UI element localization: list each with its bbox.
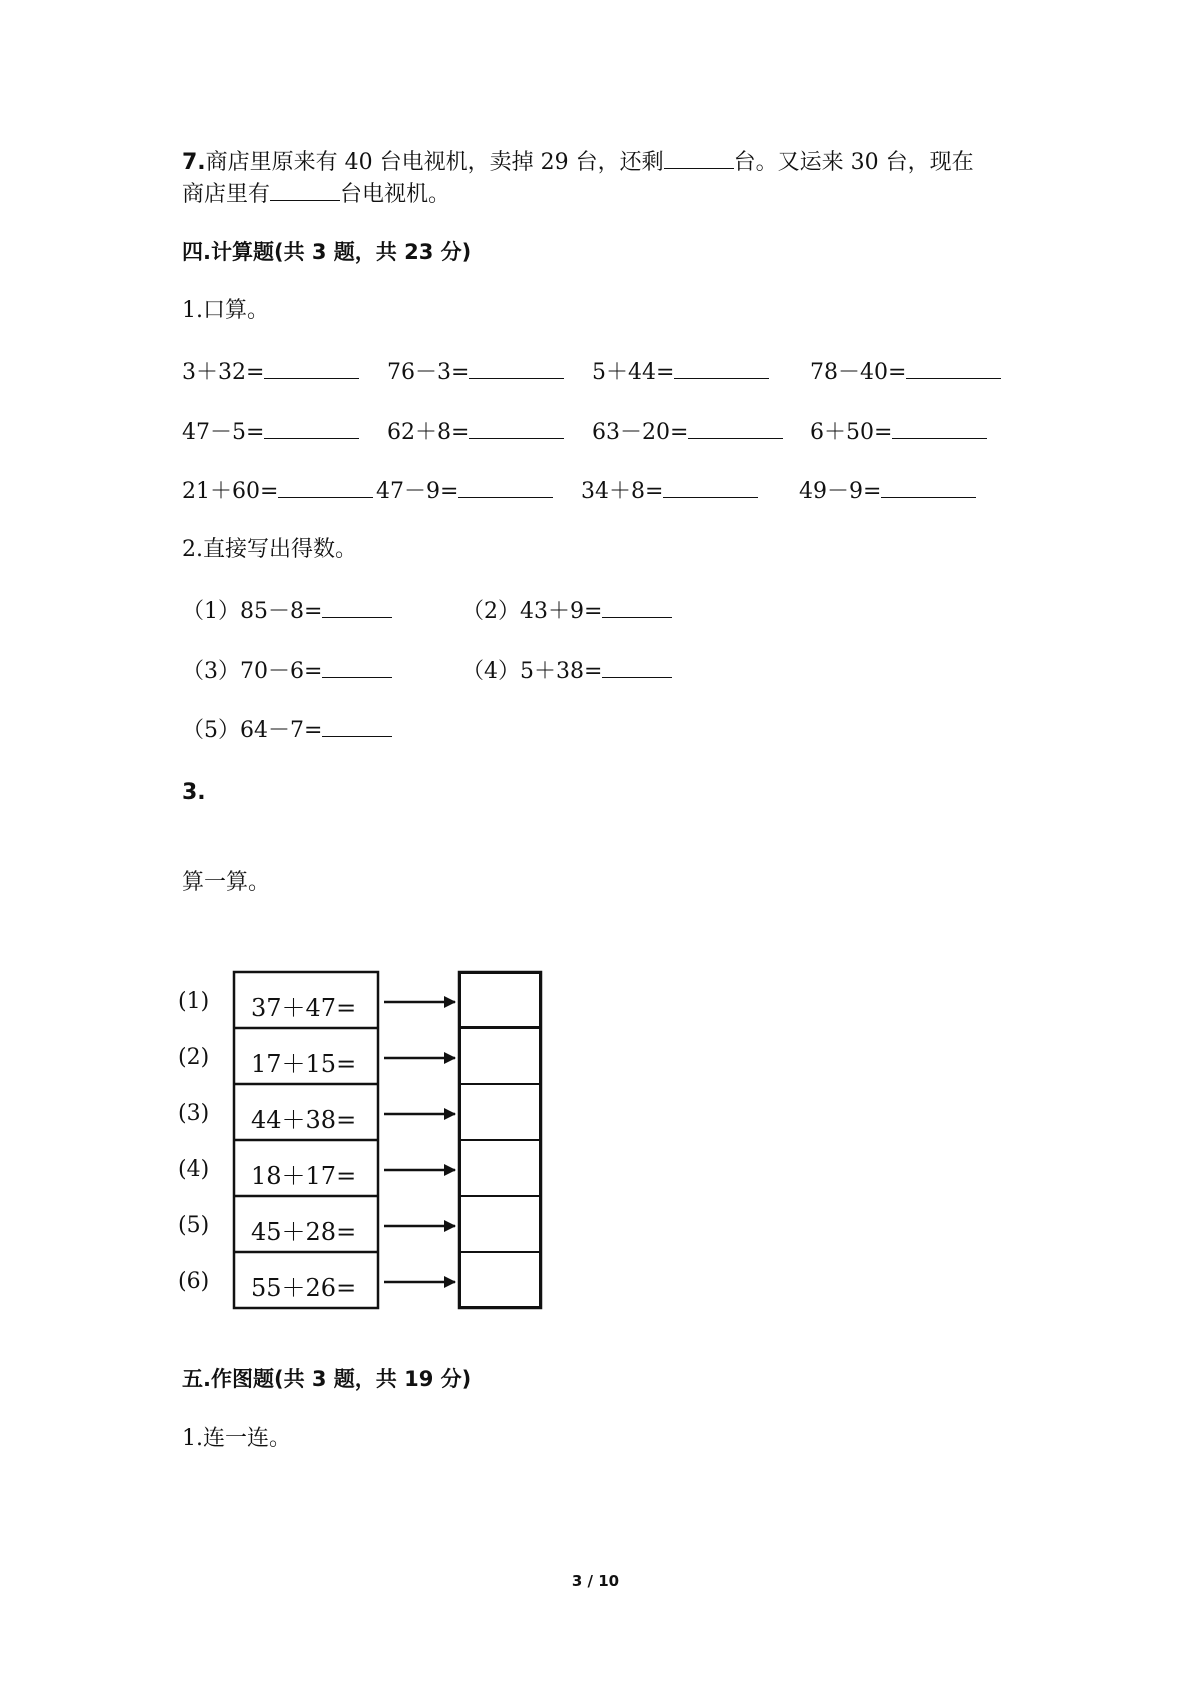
answer-blank[interactable] bbox=[602, 595, 672, 618]
row-expression: 44＋38= bbox=[251, 1106, 357, 1134]
answer-blank[interactable] bbox=[674, 356, 769, 379]
question-number: 7. bbox=[182, 150, 206, 175]
answer-blank[interactable] bbox=[458, 475, 553, 498]
answer-blank[interactable] bbox=[664, 146, 734, 169]
answer-blank[interactable] bbox=[469, 416, 564, 439]
answer-box[interactable] bbox=[460, 1196, 540, 1252]
answer-blank[interactable] bbox=[663, 475, 758, 498]
row-expression: 18＋17= bbox=[251, 1162, 357, 1190]
row-expression: 37＋47= bbox=[251, 994, 357, 1022]
row-label: (5) bbox=[178, 1213, 210, 1238]
oral-row-2-item-1 bbox=[182, 416, 359, 448]
expression: 47－9= bbox=[376, 479, 459, 504]
direct-item-5 bbox=[182, 714, 392, 746]
row-label: (6) bbox=[178, 1269, 210, 1294]
answer-box[interactable] bbox=[460, 1252, 540, 1307]
direct-calc-title: 2.直接写出得数。 bbox=[182, 537, 357, 562]
row-expression: 17＋15= bbox=[251, 1050, 357, 1078]
section-4-heading: 四.计算题(共 3 题，共 23 分) bbox=[182, 240, 472, 264]
diagram-row-4 bbox=[178, 1140, 540, 1196]
row-label: (2) bbox=[178, 1045, 210, 1070]
direct-item-3 bbox=[182, 655, 392, 687]
answer-blank[interactable] bbox=[264, 416, 359, 439]
answer-blank[interactable] bbox=[270, 178, 340, 201]
answer-blank[interactable] bbox=[278, 475, 373, 498]
answer-box[interactable] bbox=[460, 1084, 540, 1140]
answer-blank[interactable] bbox=[602, 655, 672, 678]
row-expression: 55＋26= bbox=[251, 1274, 357, 1302]
row-label: (1) bbox=[178, 989, 210, 1014]
direct-item-4 bbox=[462, 655, 672, 687]
answer-blank[interactable] bbox=[322, 655, 392, 678]
expression: 34＋8= bbox=[581, 479, 664, 504]
question-text: 台。又运来 30 台，现在 bbox=[733, 150, 974, 175]
question-7-line-2 bbox=[182, 178, 450, 210]
question-3-prompt: 算一算。 bbox=[182, 870, 271, 895]
diagram-row-1 bbox=[178, 973, 540, 1027]
row-expression: 45＋28= bbox=[251, 1218, 357, 1246]
answer-blank[interactable] bbox=[892, 416, 987, 439]
oral-row-2-item-3 bbox=[592, 416, 783, 448]
direct-item-2 bbox=[462, 595, 672, 627]
expression: （4）5＋38= bbox=[462, 659, 603, 684]
oral-row-1-item-1 bbox=[182, 356, 359, 388]
oral-row-1-item-4 bbox=[810, 356, 1001, 388]
answer-blank[interactable] bbox=[688, 416, 783, 439]
oral-calc-title: 1.口算。 bbox=[182, 298, 269, 323]
diagram-svg bbox=[178, 968, 558, 1320]
row-label: (3) bbox=[178, 1101, 210, 1126]
expression: 63－20= bbox=[592, 420, 689, 445]
answer-box[interactable] bbox=[460, 973, 540, 1027]
oral-row-3-item-2 bbox=[376, 475, 553, 507]
diagram-row-3 bbox=[178, 1084, 540, 1140]
answer-blank[interactable] bbox=[322, 595, 392, 618]
expression: 62＋8= bbox=[387, 420, 470, 445]
expression: 3＋32= bbox=[182, 360, 265, 385]
row-label: (4) bbox=[178, 1157, 210, 1182]
question-text: 商店里原来有 40 台电视机，卖掉 29 台，还剩 bbox=[205, 150, 664, 175]
answer-box[interactable] bbox=[460, 1028, 540, 1084]
expression: （3）70－6= bbox=[182, 659, 323, 684]
question-3-number: 3. bbox=[182, 780, 206, 805]
diagram-row-5 bbox=[178, 1196, 540, 1252]
connect-title: 1.连一连。 bbox=[182, 1426, 291, 1451]
expression: 21＋60= bbox=[182, 479, 279, 504]
section-5-heading: 五.作图题(共 3 题，共 19 分) bbox=[182, 1367, 472, 1391]
answer-blank[interactable] bbox=[881, 475, 976, 498]
answer-blank[interactable] bbox=[264, 356, 359, 379]
expression: 76－3= bbox=[387, 360, 470, 385]
page-number: 3 / 10 bbox=[571, 1572, 620, 1590]
question-7-line-1 bbox=[182, 146, 974, 178]
oral-row-2-item-4 bbox=[810, 416, 987, 448]
expression: （1）85－8= bbox=[182, 599, 323, 624]
question-text: 商店里有 bbox=[182, 182, 271, 207]
diagram-row-2 bbox=[178, 1028, 540, 1084]
answer-blank[interactable] bbox=[322, 714, 392, 737]
expression: 47－5= bbox=[182, 420, 265, 445]
answer-box[interactable] bbox=[460, 1140, 540, 1196]
answer-blank[interactable] bbox=[469, 356, 564, 379]
expression: （5）64－7= bbox=[182, 718, 323, 743]
oral-row-2-item-2 bbox=[387, 416, 564, 448]
expression: 6＋50= bbox=[810, 420, 893, 445]
expression: 49－9= bbox=[799, 479, 882, 504]
oral-row-3-item-1 bbox=[182, 475, 373, 507]
expression: （2）43＋9= bbox=[462, 599, 603, 624]
oral-row-1-item-3 bbox=[592, 356, 769, 388]
diagram-row-6 bbox=[178, 1252, 540, 1307]
oral-row-3-item-3 bbox=[581, 475, 758, 507]
expression: 5＋44= bbox=[592, 360, 675, 385]
oral-row-1-item-2 bbox=[387, 356, 564, 388]
oral-row-3-item-4 bbox=[799, 475, 976, 507]
calc-arrow-diagram bbox=[178, 968, 558, 1320]
expression: 78－40= bbox=[810, 360, 907, 385]
question-text: 台电视机。 bbox=[340, 182, 451, 207]
direct-item-1 bbox=[182, 595, 392, 627]
answer-blank[interactable] bbox=[906, 356, 1001, 379]
